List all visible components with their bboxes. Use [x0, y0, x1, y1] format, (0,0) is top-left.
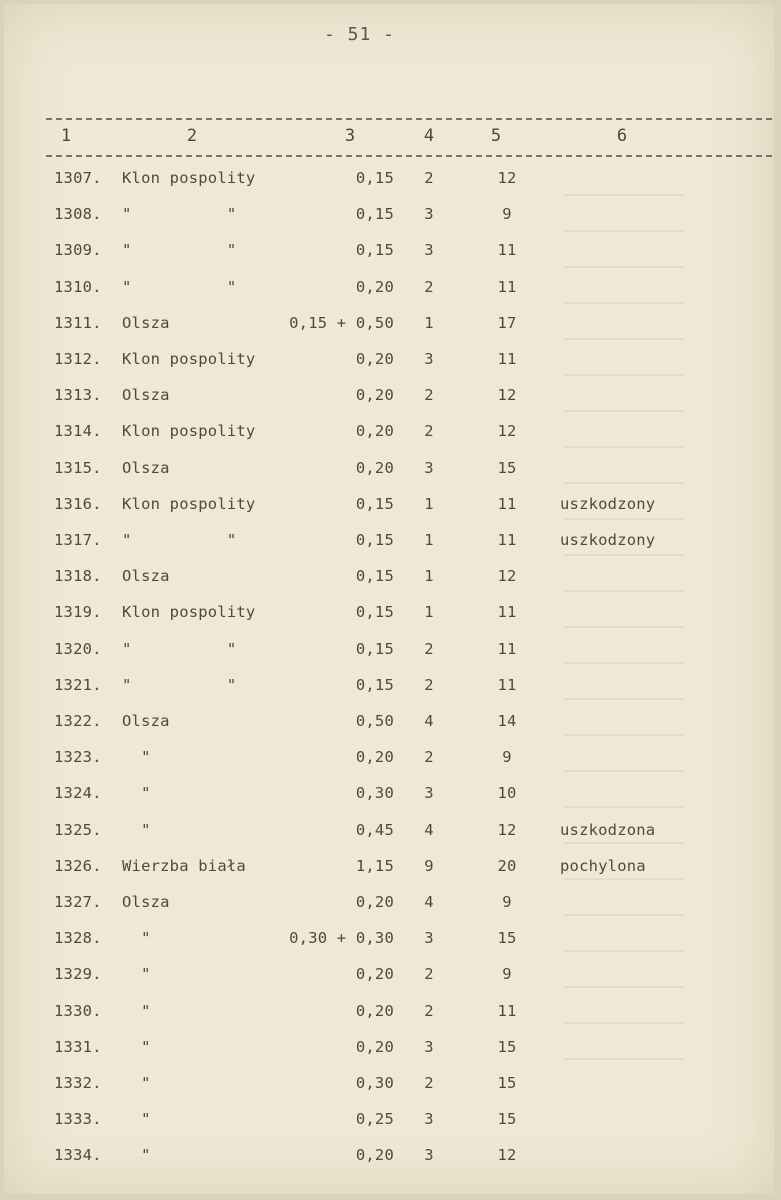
remark-text: uszkodzony: [560, 531, 656, 549]
height-value: 12: [497, 169, 517, 187]
table-row: [4, 169, 774, 193]
height-value: 12: [497, 386, 517, 405]
count-value: 9: [424, 856, 434, 875]
height-value: 15: [497, 458, 517, 477]
row-number: 1307.: [54, 169, 102, 187]
document-page: [4, 4, 774, 1194]
count-value: 3: [424, 784, 434, 803]
species-name: " ": [122, 205, 237, 224]
trunk-dimension: 0,50: [355, 712, 394, 730]
count-value: 1: [424, 313, 434, 332]
count-value: 2: [424, 675, 434, 694]
row-number: 1334.: [54, 1146, 102, 1165]
trunk-dimension: 0,20: [355, 277, 394, 296]
header-rule-top: [46, 118, 772, 120]
count-value: 2: [424, 965, 434, 984]
trunk-dimension: 0,15: [355, 494, 394, 513]
trunk-dimension: 0,45: [355, 820, 394, 839]
trunk-dimension: 0,15: [355, 567, 394, 586]
species-name: ": [122, 820, 151, 839]
table-row: [4, 241, 774, 265]
count-value: 1: [424, 531, 434, 549]
height-value: 15: [497, 1074, 517, 1092]
row-number: 1333.: [54, 1110, 102, 1129]
table-row: [4, 603, 774, 627]
row-number: 1329.: [54, 965, 102, 984]
row-number: 1309.: [54, 241, 102, 260]
height-value: 9: [502, 748, 512, 767]
trunk-dimension: 0,15: [355, 205, 394, 224]
table-row: [4, 567, 774, 591]
row-number: 1316.: [54, 494, 102, 513]
row-number: 1310.: [54, 277, 102, 296]
row-number: 1326.: [54, 856, 102, 875]
count-value: 2: [424, 169, 434, 187]
count-value: 2: [424, 639, 434, 658]
table-row: [4, 1074, 774, 1098]
trunk-dimension: 0,15: [355, 531, 394, 549]
row-number: 1323.: [54, 748, 102, 767]
row-number: 1313.: [54, 386, 102, 405]
table-row: [4, 1002, 774, 1026]
row-number: 1318.: [54, 567, 102, 586]
column-header-4: 4: [423, 126, 435, 146]
count-value: 2: [424, 748, 434, 767]
height-value: 11: [497, 603, 517, 622]
count-value: 2: [424, 1001, 434, 1020]
row-number: 1330.: [54, 1001, 102, 1020]
row-number: 1320.: [54, 639, 102, 658]
count-value: 4: [424, 820, 434, 839]
row-number: 1322.: [54, 712, 102, 730]
trunk-dimension: 0,20: [355, 1001, 394, 1020]
count-value: 2: [424, 277, 434, 296]
trunk-dimension: 0,20: [355, 965, 394, 984]
table-row: [4, 1038, 774, 1062]
header-rule-bottom: [46, 155, 772, 157]
table-row: [4, 929, 774, 953]
trunk-dimension: 0,15: [355, 241, 394, 260]
species-name: ": [122, 965, 151, 984]
row-number: 1308.: [54, 205, 102, 224]
table-row: [4, 712, 774, 736]
height-value: 14: [497, 712, 517, 730]
remark-text: pochylona: [560, 856, 646, 875]
page-number: - 51 -: [324, 24, 396, 45]
count-value: 3: [424, 241, 434, 260]
table-row: [4, 459, 774, 483]
row-number: 1321.: [54, 675, 102, 694]
row-number: 1331.: [54, 1037, 102, 1056]
trunk-dimension: 0,15: [355, 639, 394, 658]
height-value: 11: [497, 1001, 517, 1020]
height-value: 11: [497, 350, 517, 368]
count-value: 3: [424, 458, 434, 477]
trunk-dimension: 0,15 + 0,50: [289, 313, 394, 332]
column-header-1: 1: [60, 126, 72, 146]
species-name: Olsza: [122, 567, 170, 586]
count-value: 3: [424, 350, 434, 368]
table-row: [4, 748, 774, 772]
column-header-2: 2: [186, 126, 198, 146]
table-row: [4, 676, 774, 700]
height-value: 9: [502, 965, 512, 984]
count-value: 3: [424, 205, 434, 224]
table-row: [4, 893, 774, 917]
count-value: 3: [424, 929, 434, 948]
table-row: [4, 1146, 774, 1170]
height-value: 11: [497, 494, 517, 513]
column-header-3: 3: [344, 126, 356, 146]
remark-text: uszkodzona: [560, 820, 656, 839]
trunk-dimension: 0,15: [355, 603, 394, 622]
height-value: 12: [497, 820, 517, 839]
height-value: 12: [497, 567, 517, 586]
table-row: [4, 386, 774, 410]
trunk-dimension: 0,30 + 0,30: [289, 929, 394, 948]
trunk-dimension: 0,25: [355, 1110, 394, 1129]
height-value: 12: [497, 422, 517, 441]
column-header-6: 6: [616, 126, 628, 146]
species-name: Klon pospolity: [122, 494, 256, 513]
species-name: ": [122, 1110, 151, 1129]
count-value: 2: [424, 422, 434, 441]
trunk-dimension: 0,20: [355, 386, 394, 405]
height-value: 11: [497, 531, 517, 549]
height-value: 11: [497, 277, 517, 296]
height-value: 11: [497, 639, 517, 658]
table-row: [4, 350, 774, 374]
table-row: [4, 640, 774, 664]
count-value: 2: [424, 1074, 434, 1092]
count-value: 4: [424, 712, 434, 730]
row-number: 1324.: [54, 784, 102, 803]
row-number: 1312.: [54, 350, 102, 368]
trunk-dimension: 0,15: [355, 675, 394, 694]
species-name: Olsza: [122, 313, 170, 332]
height-value: 9: [502, 893, 512, 911]
count-value: 3: [424, 1146, 434, 1165]
row-number: 1317.: [54, 531, 102, 549]
row-number: 1315.: [54, 458, 102, 477]
count-value: 1: [424, 567, 434, 586]
species-name: " ": [122, 531, 237, 549]
species-name: " ": [122, 277, 237, 296]
trunk-dimension: 0,20: [355, 893, 394, 911]
table-row: [4, 278, 774, 302]
species-name: Olsza: [122, 386, 170, 405]
trunk-dimension: 0,20: [355, 1146, 394, 1165]
height-value: 15: [497, 1110, 517, 1129]
height-value: 15: [497, 1037, 517, 1056]
trunk-dimension: 0,30: [355, 784, 394, 803]
table-row: [4, 784, 774, 808]
species-name: ": [122, 748, 151, 767]
column-header-5: 5: [490, 126, 502, 146]
height-value: 17: [497, 313, 517, 332]
count-value: 4: [424, 893, 434, 911]
species-name: ": [122, 929, 151, 948]
table-row: [4, 422, 774, 446]
species-name: " ": [122, 241, 237, 260]
count-value: 1: [424, 494, 434, 513]
trunk-dimension: 1,15: [355, 856, 394, 875]
species-name: " ": [122, 639, 237, 658]
species-name: Klon pospolity: [122, 422, 256, 441]
trunk-dimension: 0,20: [355, 350, 394, 368]
species-name: ": [122, 1074, 151, 1092]
table-row: [4, 821, 774, 845]
table-row: [4, 965, 774, 989]
remark-text: uszkodzony: [560, 494, 656, 513]
species-name: Olsza: [122, 458, 170, 477]
species-name: ": [122, 1001, 151, 1020]
species-name: ": [122, 784, 151, 803]
trunk-dimension: 0,20: [355, 748, 394, 767]
table-row: [4, 314, 774, 338]
trunk-dimension: 0,30: [355, 1074, 394, 1092]
table-row: [4, 857, 774, 881]
height-value: 11: [497, 241, 517, 260]
trunk-dimension: 0,15: [355, 169, 394, 187]
table-row: [4, 531, 774, 555]
row-number: 1332.: [54, 1074, 102, 1092]
species-name: ": [122, 1146, 151, 1165]
row-number: 1314.: [54, 422, 102, 441]
row-number: 1328.: [54, 929, 102, 948]
species-name: Klon pospolity: [122, 169, 256, 187]
row-number: 1319.: [54, 603, 102, 622]
height-value: 20: [497, 856, 517, 875]
table-row: [4, 205, 774, 229]
species-name: Klon pospolity: [122, 603, 256, 622]
count-value: 3: [424, 1110, 434, 1129]
species-name: ": [122, 1037, 151, 1056]
height-value: 12: [497, 1146, 517, 1165]
species-name: " ": [122, 675, 237, 694]
table-row: [4, 1110, 774, 1134]
trunk-dimension: 0,20: [355, 422, 394, 441]
height-value: 10: [497, 784, 517, 803]
count-value: 2: [424, 386, 434, 405]
height-value: 15: [497, 929, 517, 948]
height-value: 9: [502, 205, 512, 224]
species-name: Wierzba biała: [122, 856, 246, 875]
table-row: [4, 495, 774, 519]
count-value: 3: [424, 1037, 434, 1056]
count-value: 1: [424, 603, 434, 622]
row-number: 1327.: [54, 893, 102, 911]
species-name: Klon pospolity: [122, 350, 256, 368]
species-name: Olsza: [122, 893, 170, 911]
trunk-dimension: 0,20: [355, 458, 394, 477]
trunk-dimension: 0,20: [355, 1037, 394, 1056]
row-number: 1325.: [54, 820, 102, 839]
height-value: 11: [497, 675, 517, 694]
species-name: Olsza: [122, 712, 170, 730]
row-number: 1311.: [54, 313, 102, 332]
